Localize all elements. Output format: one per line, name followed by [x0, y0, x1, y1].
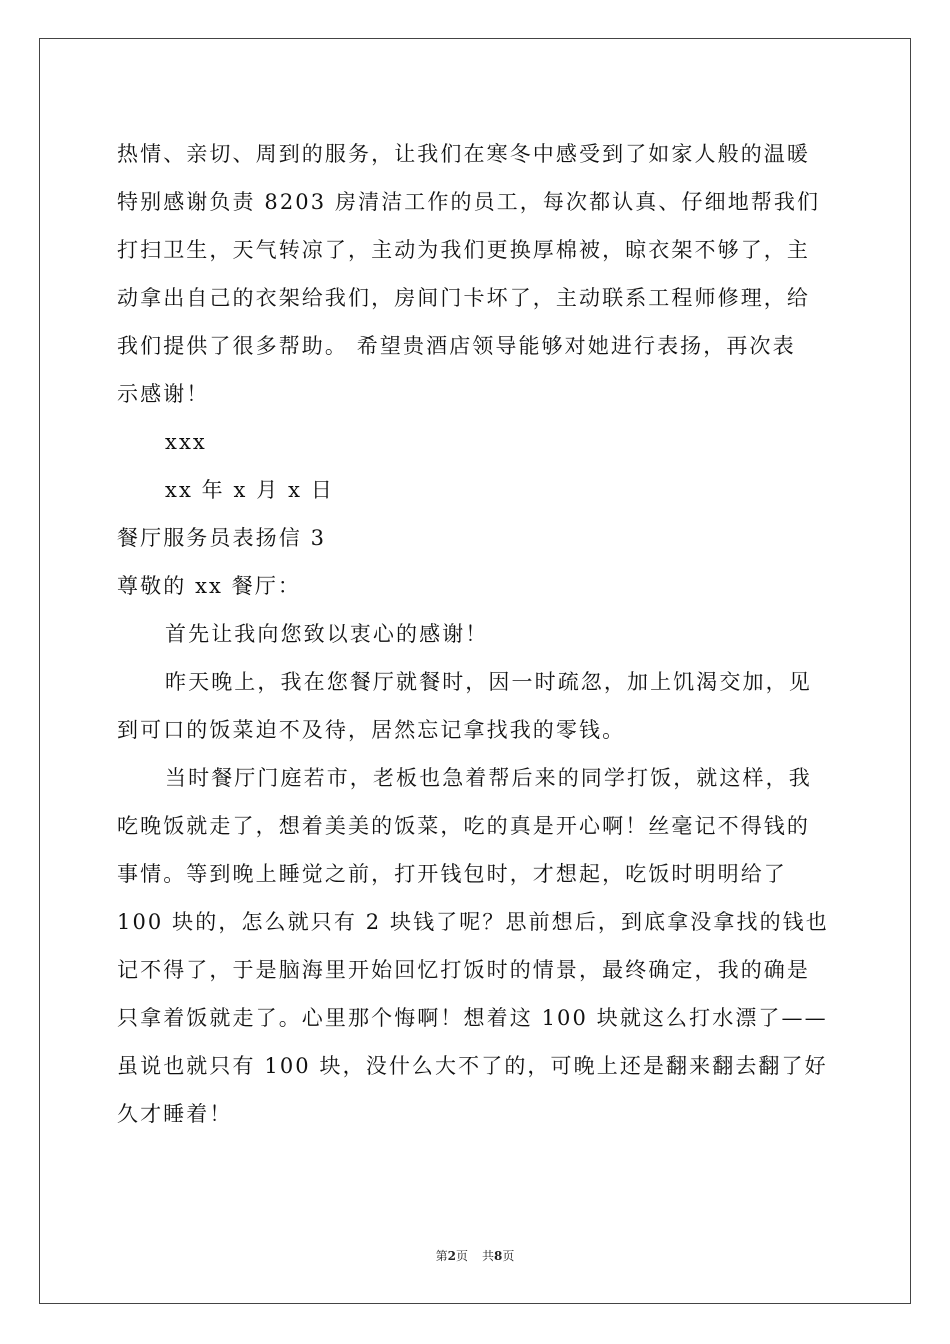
text-line: 记不得了，于是脑海里开始回忆打饭时的情景，最终确定，我的确是: [117, 958, 810, 982]
salutation: 尊敬的 xx 餐厅：: [117, 574, 302, 598]
text-line: 100 块的，怎么就只有 2 块钱了呢？思前想后，到底拿没拿找的钱也: [117, 910, 829, 934]
text-line: 虽说也就只有 100 块，没什么大不了的，可晚上还是翻来翻去翻了好: [117, 1054, 828, 1078]
section-heading: 餐厅服务员表扬信 3: [117, 526, 327, 550]
total-pages: 8: [494, 1249, 503, 1263]
total-prefix: 共: [482, 1249, 495, 1263]
current-page: 2: [447, 1249, 456, 1263]
text-line: 事情。等到晚上睡觉之前，打开钱包时，才想起，吃饭时明明给了: [117, 862, 787, 886]
text-line: 昨天晚上，我在您餐厅就餐时，因一时疏忽，加上饥渴交加，见: [165, 670, 812, 694]
paragraph-yesterday: [117, 658, 837, 754]
text-line: 示感谢！: [117, 382, 210, 406]
page-footer: [0, 1247, 950, 1264]
page-total: [482, 1249, 514, 1263]
page-suffix: 页: [455, 1249, 468, 1263]
paragraph-story: [117, 754, 837, 1138]
text-line: 只拿着饭就走了。心里那个悔啊！想着这 100 块就这么打水漂了——: [117, 1006, 828, 1030]
document-body: [117, 130, 837, 1138]
text-line: 动拿出自己的衣架给我们，房间门卡坏了，主动联系工程师修理，给: [117, 286, 810, 310]
paragraph-gratitude: 首先让我向您致以衷心的感谢！: [165, 622, 489, 646]
signature: xxx: [165, 430, 207, 454]
text-line: 到可口的饭菜迫不及待，居然忘记拿找我的零钱。: [117, 718, 626, 742]
letter-date: xx 年 x 月 x 日: [165, 478, 334, 502]
text-line: 久才睡着！: [117, 1102, 233, 1126]
text-line: 特别感谢负责 8203 房清洁工作的员工，每次都认真、仔细地帮我们: [117, 190, 821, 214]
paragraph-thanks-hotel: [117, 130, 837, 418]
page-prefix: 第: [435, 1249, 448, 1263]
total-suffix: 页: [502, 1249, 515, 1263]
text-line: 打扫卫生，天气转凉了，主动为我们更换厚棉被，晾衣架不够了，主: [117, 238, 810, 262]
page-number: [436, 1249, 468, 1263]
text-line: 当时餐厅门庭若市，老板也急着帮后来的同学打饭，就这样，我: [165, 766, 812, 790]
text-line: 热情、亲切、周到的服务，让我们在寒冬中感受到了如家人般的温暖: [117, 142, 810, 166]
text-line: 我们提供了很多帮助。 希望贵酒店领导能够对她进行表扬，再次表: [117, 334, 796, 358]
text-line: 吃晚饭就走了，想着美美的饭菜，吃的真是开心啊！丝毫记不得钱的: [117, 814, 810, 838]
